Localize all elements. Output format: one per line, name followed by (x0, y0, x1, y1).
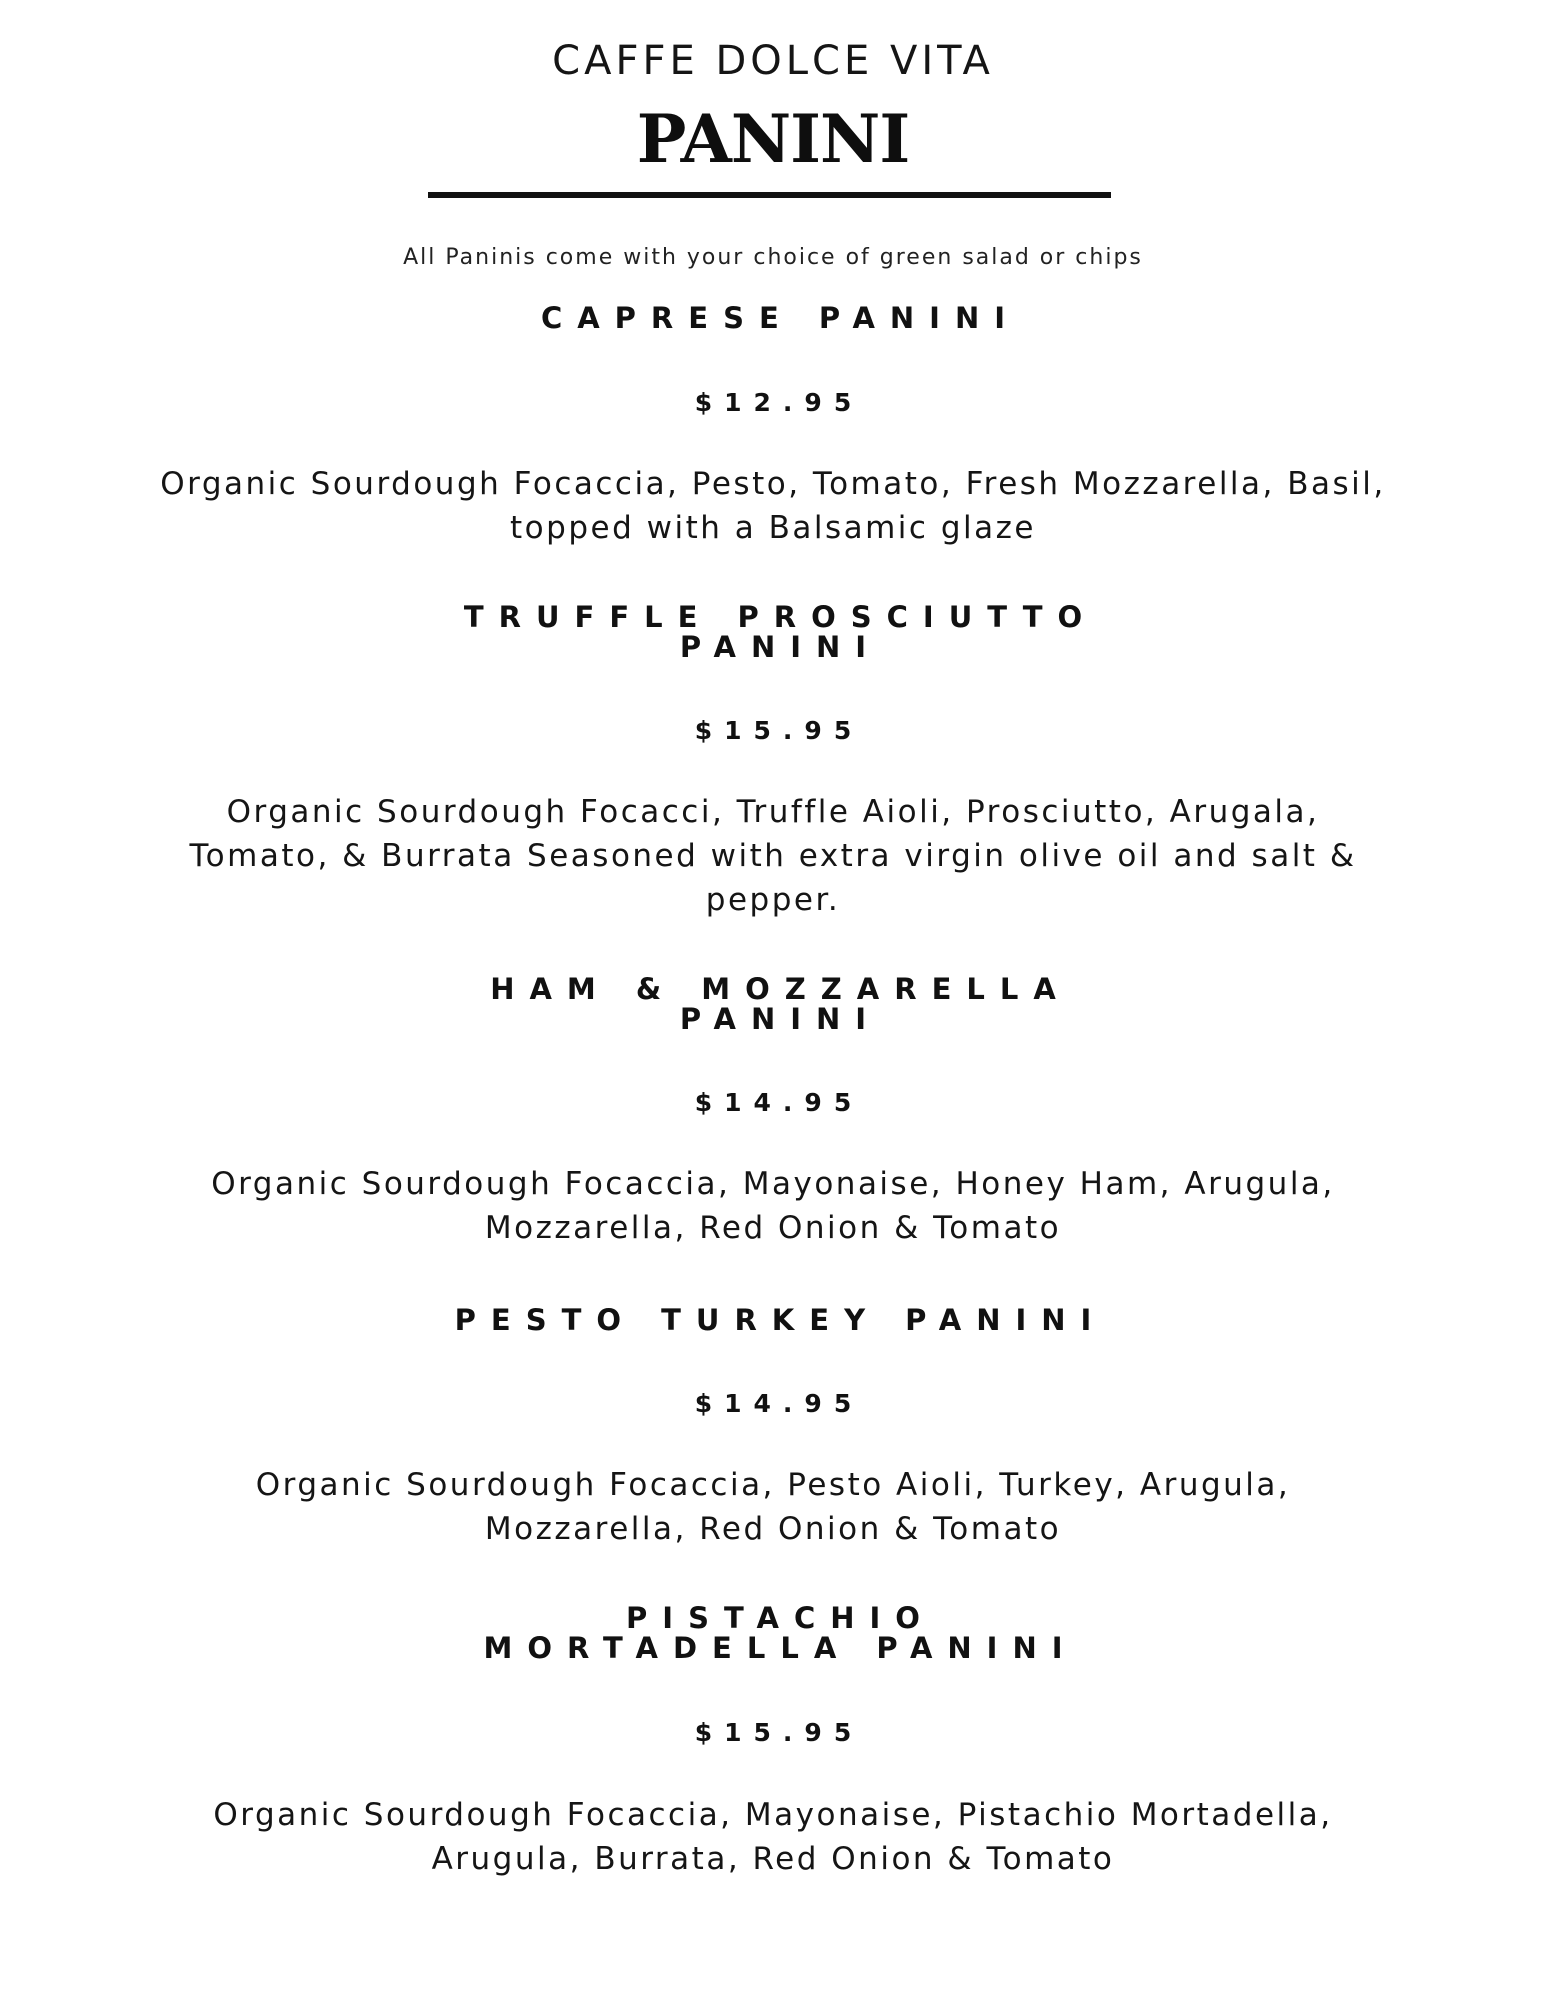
item-name-line: CAPRESE PANINI (540, 301, 1021, 335)
item-name-line: PISTACHIO (626, 1601, 935, 1635)
item-name-truffle-prosciutto (0, 602, 1546, 662)
item-name-line: PANINI (679, 1002, 882, 1036)
item-name-line: PESTO TURKEY PANINI (454, 1303, 1107, 1337)
item-name-caprese (0, 303, 1546, 333)
item-name-pistachio-mortadella (0, 1603, 1546, 1663)
item-desc-line: Organic Sourdough Focacci, Truffle Aioli, Prosciutto, Arugala, (226, 794, 1320, 830)
item-price-ham-mozzarella: $14.95 (694, 1088, 864, 1117)
item-desc-line: Mozzarella, Red Onion & Tomato (484, 1511, 1062, 1547)
menu-subtitle: All Paninis come with your choice of green salad or chips (403, 245, 1143, 270)
item-desc-caprese (0, 462, 1546, 550)
item-desc-line: Arugula, Burrata, Red Onion & Tomato (431, 1841, 1115, 1877)
item-name-line: MORTADELLA PANINI (483, 1631, 1078, 1665)
item-desc-line: Organic Sourdough Focaccia, Pesto Aioli, Turkey, Arugula, (255, 1467, 1291, 1503)
item-desc-line: Organic Sourdough Focaccia, Pesto, Tomato, Fresh Mozzarella, Basil, (160, 466, 1386, 502)
item-desc-line: Organic Sourdough Focaccia, Mayonaise, Honey Ham, Arugula, (211, 1166, 1335, 1202)
item-desc-line: pepper. (705, 882, 841, 918)
item-desc-pistachio-mortadella (0, 1793, 1546, 1881)
menu-title: PANINI (636, 100, 910, 178)
item-name-pesto-turkey (0, 1305, 1546, 1335)
item-desc-line: topped with a Balsamic glaze (510, 510, 1036, 546)
item-desc-line: Mozzarella, Red Onion & Tomato (484, 1210, 1062, 1246)
item-desc-ham-mozzarella (0, 1162, 1546, 1250)
item-price-pistachio-mortadella: $15.95 (694, 1718, 864, 1747)
item-price-truffle-prosciutto: $15.95 (694, 716, 864, 745)
item-desc-truffle-prosciutto (0, 790, 1546, 922)
item-desc-pesto-turkey (0, 1463, 1546, 1551)
item-name-line: PANINI (679, 630, 882, 664)
item-name-line: HAM & MOZZARELLA (490, 972, 1071, 1006)
item-price-caprese: $12.95 (694, 388, 864, 417)
item-desc-line: Tomato, & Burrata Seasoned with extra virgin olive oil and salt & (189, 838, 1357, 874)
cafe-name: CAFFE DOLCE VITA (552, 38, 994, 84)
title-divider (428, 192, 1111, 198)
item-price-pesto-turkey: $14.95 (694, 1389, 864, 1418)
item-desc-line: Organic Sourdough Focaccia, Mayonaise, Pistachio Mortadella, (213, 1797, 1333, 1833)
item-name-ham-mozzarella (0, 974, 1546, 1034)
item-name-line: TRUFFLE PROSCIUTTO (463, 600, 1098, 634)
